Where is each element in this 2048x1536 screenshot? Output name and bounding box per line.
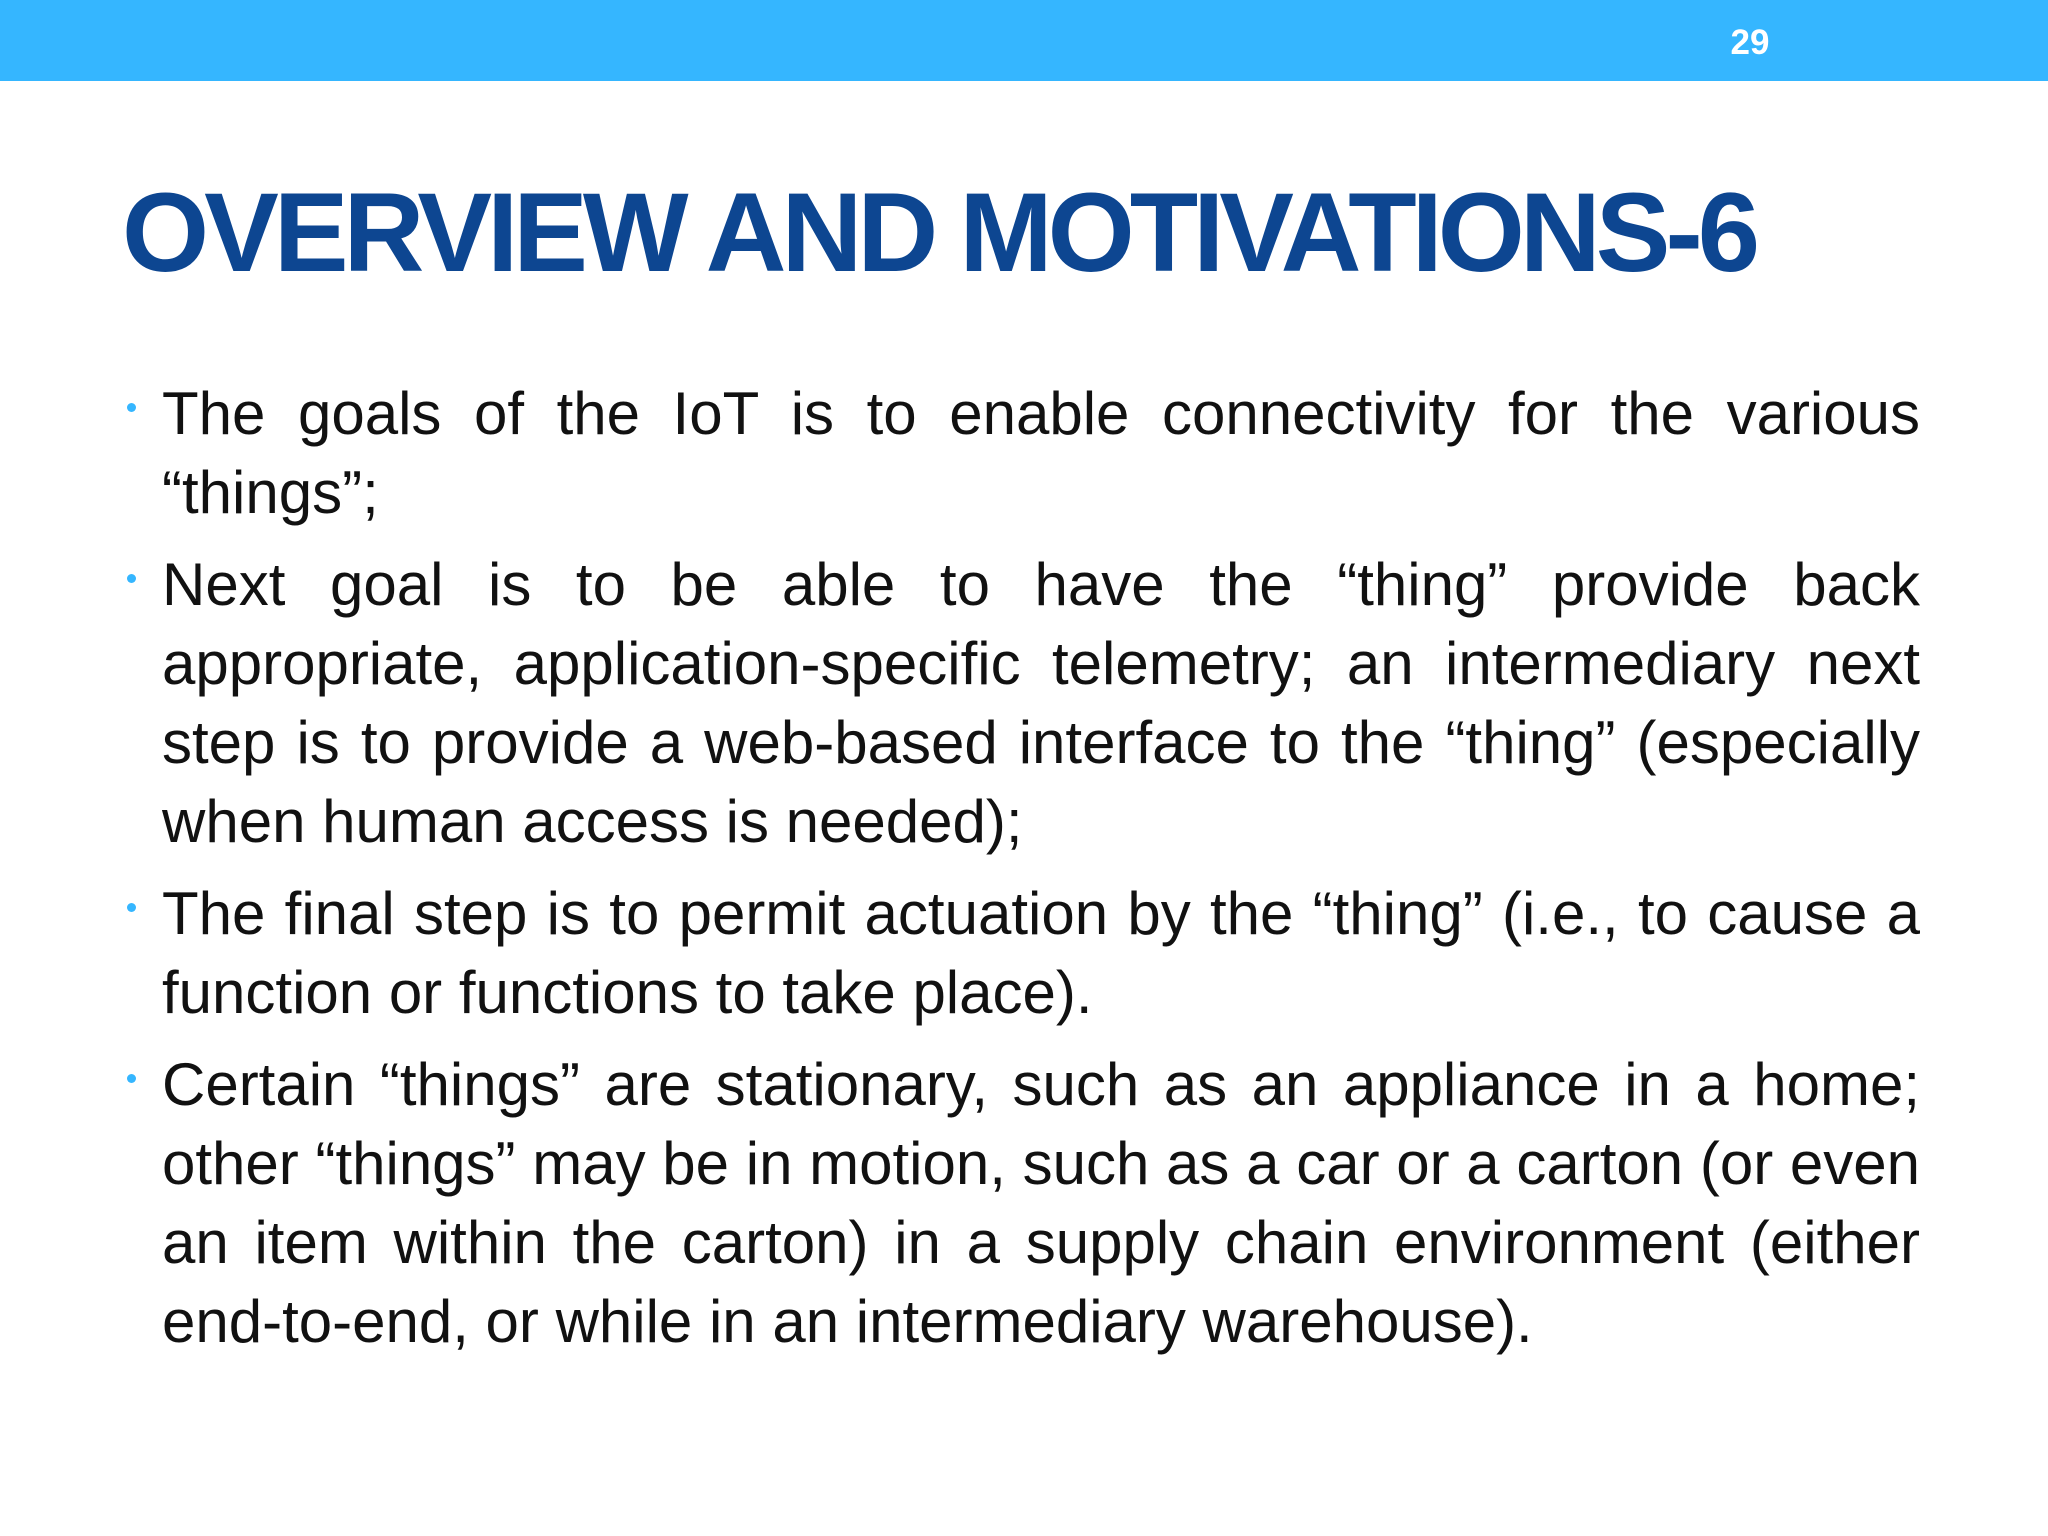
bullet-list [162, 374, 1920, 1374]
bullet-dot-icon [127, 574, 136, 583]
bullet-item [162, 874, 1920, 1032]
bullet-text: The final step is to permit actuation by the “thing” (i.e., to cause a function or functions to take place). [162, 880, 1920, 1026]
bullet-item [162, 545, 1920, 861]
bullet-item [162, 1045, 1920, 1361]
bullet-dot-icon [127, 1074, 136, 1083]
bullet-dot-icon [127, 903, 136, 912]
bullet-item [162, 374, 1920, 532]
slide-title: OVERVIEW AND MOTIVATIONS-6 [122, 170, 1756, 295]
bullet-text: Next goal is to be able to have the “thing” provide back appropriate, application-specific telemetry; an intermediary next step is to provide a web-based interface to the “thing” (especially when human access is needed); [162, 551, 1920, 855]
bullet-text: The goals of the IoT is to enable connectivity for the various “things”; [162, 380, 1920, 526]
page-number: 29 [1730, 23, 1770, 62]
header-bar [0, 0, 2048, 81]
bullet-dot-icon [127, 403, 136, 412]
bullet-text: Certain “things” are stationary, such as an appliance in a home; other “things” may be in motion, such as a car or a carton (or even an item within the carton) in a supply chain environment (either end-to-end, or while in an intermediary warehouse). [162, 1051, 1920, 1355]
